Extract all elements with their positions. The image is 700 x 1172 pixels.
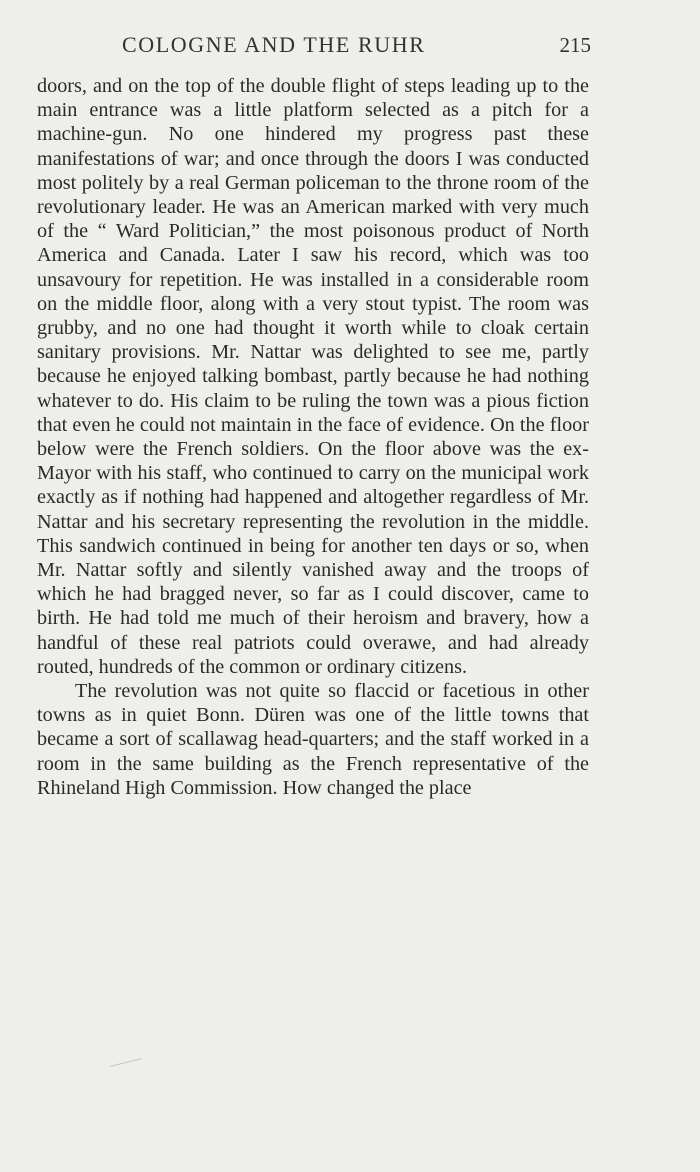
paper-mark <box>110 1058 141 1067</box>
paragraph-revolution: The revolution was not quite so flaccid or facetious in other towns as in quiet Bonn. Düren was one of the little towns that became a sort of scallawag head-quarters; and the staff worked in a room in the same building as the French representative of the Rhineland High Commission. How changed the place <box>37 680 589 799</box>
running-title: COLOGNE AND THE RUHR <box>122 32 426 57</box>
paragraph-continued: doors, and on the top of the double flight of steps leading up to the main entrance was a little platform selected as a pitch for a machine-gun. No one hindered my progress past these manifestations of war; and once through the doors I was conducted most politely by a real German policeman to the throne room of the revolutionary leader. He was an American marked with very much of the “ Ward Politician,” the most poisonous product of North America and Canada. Later I saw his record, which was too unsavoury for repetition. He was installed in a considerable room on the middle floor, along with a very stout typist. The room was grubby, and no one had thought it worth while to cloak certain sanitary provisions. Mr. Nattar was delighted to see me, partly because he enjoyed talking bombast, partly because he had nothing whatever to do. His claim to be ruling the town was a pious fiction that even he could not maintain in the face of evidence. On the floor below were the French soldiers. On the floor above was the ex-Mayor with his staff, who continued to carry on the municipal work exactly as if nothing had happened and altogether regardless of Mr. Nattar and his secretary representing the revolution in the middle. This sandwich continued in being for another ten days or so, when Mr. Nattar softly and silently vanished away and the troops of which he had bragged never, so far as I could discover, came to birth. He had told me much of their heroism and bravery, how a handful of these real patriots could overawe, and had already routed, hundreds of the common or ordinary citizens. <box>37 75 589 678</box>
page-number: 215 <box>559 33 591 57</box>
body-text <box>37 74 589 800</box>
running-head <box>36 30 591 60</box>
